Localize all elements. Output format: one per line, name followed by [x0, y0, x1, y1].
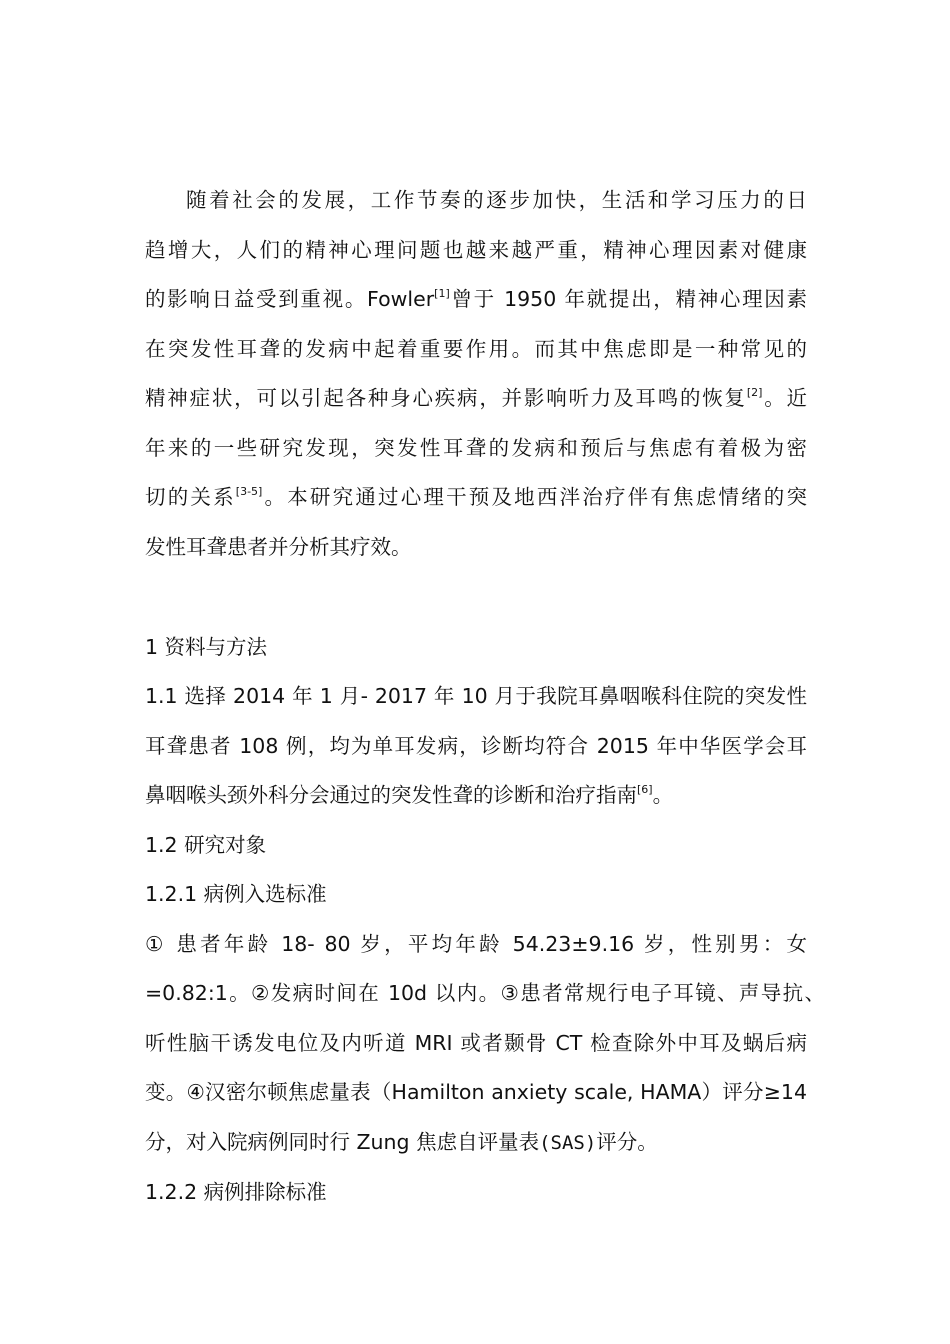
- citation-ref: [3-5]: [235, 485, 263, 498]
- text-run: 精神症状，可以引起各种身心疾病，并影响听力及耳鸣的恢复: [145, 386, 747, 410]
- criteria-line-2: =0.82:1。②发病时间在 10d 以内。③患者常规行电子耳镜、声导抗、: [145, 981, 825, 1005]
- intro-line-5: [145, 384, 807, 412]
- citation-ref: [6]: [637, 783, 653, 796]
- criteria-line-5: [145, 1128, 658, 1157]
- citation-ref: [2]: [746, 386, 763, 399]
- intro-line-3: [145, 285, 807, 313]
- intro-line-1: 随着社会的发展，工作节奏的逐步加快，生活和学习压力的日: [186, 188, 807, 212]
- citation-ref: [1]: [434, 287, 450, 300]
- text-run: 的影响日益受到重视。Fowler: [145, 287, 435, 311]
- criteria-line-1: ① 患者年龄 18- 80 岁，平均年龄 54.23±9.16 岁，性别男：女: [145, 932, 807, 956]
- text-run: 。: [652, 783, 674, 807]
- text-run: 评分。: [596, 1130, 658, 1154]
- subsubsection-heading: 1.2.2 病例排除标准: [145, 1180, 327, 1204]
- para-1-1-line-1: 1.1 选择 2014 年 1 月- 2017 年 10 月于我院耳鼻咽喉科住院的突发性: [145, 684, 807, 708]
- intro-line-6: 年来的一些研究发现，突发性耳聋的发病和预后与焦虑有着极为密: [145, 436, 807, 460]
- criteria-line-3: 听性脑干诱发电位及内听道 MRI 或者颞骨 CT 检查除外中耳及蜗后病: [145, 1031, 807, 1055]
- para-1-1-line-2: 耳聋患者 108 例，均为单耳发病，诊断均符合 2015 年中华医学会耳: [145, 734, 807, 758]
- text-run: 。近: [762, 386, 808, 410]
- text-run: 曾于 1950 年就提出，精神心理因素: [449, 287, 808, 311]
- text-run: 。本研究通过心理干预及地西泮治疗伴有焦虑情绪的突: [262, 485, 808, 509]
- criteria-line-4: 变。④汉密尔顿焦虑量表（Hamilton anxiety scale, HAMA）评分≥14: [145, 1080, 807, 1104]
- para-1-1-line-3: [145, 781, 673, 809]
- intro-line-2: 趋增大，人们的精神心理问题也越来越严重，精神心理因素对健康: [145, 238, 807, 262]
- section-heading: 1 资料与方法: [145, 635, 268, 659]
- text-run: 切的关系: [145, 485, 236, 509]
- text-run: 鼻咽喉头颈外科分会通过的突发性聋的诊断和治疗指南: [145, 783, 637, 807]
- intro-line-4: 在突发性耳聋的发病中起着重要作用。而其中焦虑即是一种常见的: [145, 337, 807, 361]
- sas-abbrev: (SAS): [539, 1132, 597, 1154]
- intro-line-8: 发性耳聋患者并分析其疗效。: [145, 535, 412, 559]
- subsection-heading: 1.2 研究对象: [145, 833, 267, 857]
- text-run: 分，对入院病例同时行 Zung 焦虑自评量表: [145, 1130, 540, 1154]
- subsubsection-heading: 1.2.1 病例入选标准: [145, 882, 327, 906]
- intro-line-7: [145, 483, 807, 511]
